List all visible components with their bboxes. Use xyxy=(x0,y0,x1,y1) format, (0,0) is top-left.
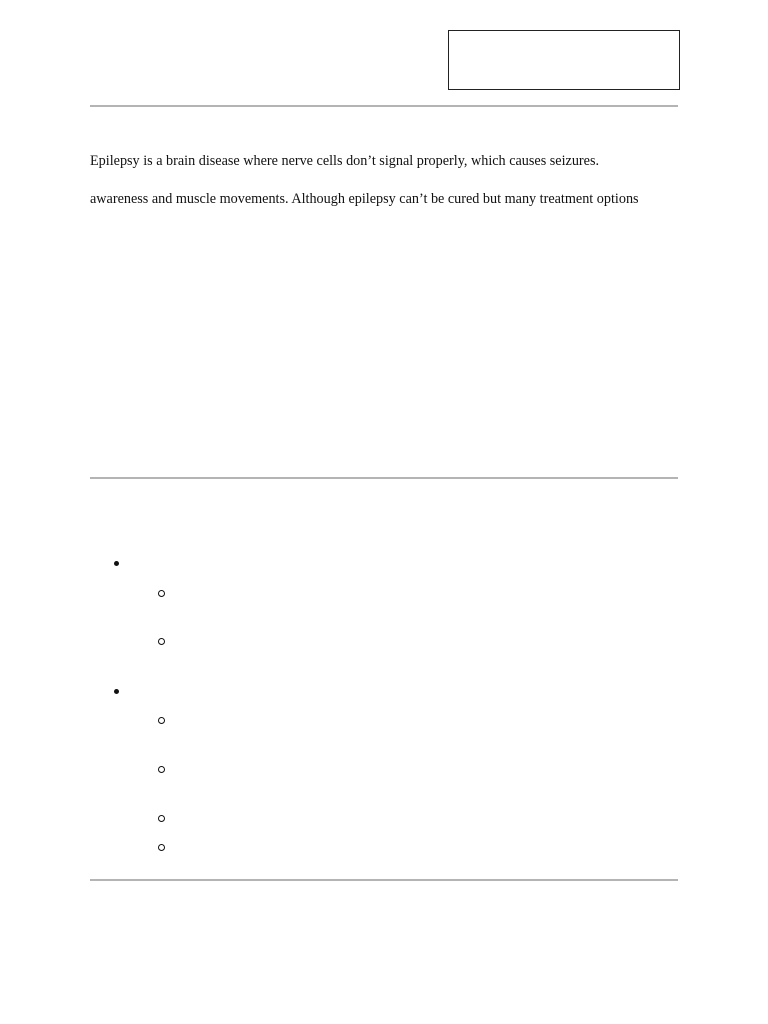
header-box xyxy=(448,30,680,90)
bullet-disc-icon xyxy=(114,561,119,566)
paragraph-line-1: Epilepsy is a brain disease where nerve cells don’t signal properly, which causes seizures. xyxy=(90,153,600,169)
horizontal-rule-middle xyxy=(90,477,678,479)
horizontal-rule-bottom xyxy=(90,879,678,881)
bullet-circle-icon xyxy=(158,815,165,822)
bullet-circle-icon xyxy=(158,638,165,645)
bullet-circle-icon xyxy=(158,590,165,597)
paragraph-line-2: awareness and muscle movements. Although epilepsy can’t be cured but many treatment options xyxy=(90,191,639,207)
bullet-circle-icon xyxy=(158,717,165,724)
bullet-circle-icon xyxy=(158,844,165,851)
bullet-circle-icon xyxy=(158,766,165,773)
bullet-disc-icon xyxy=(114,689,119,694)
horizontal-rule-top xyxy=(90,105,678,107)
